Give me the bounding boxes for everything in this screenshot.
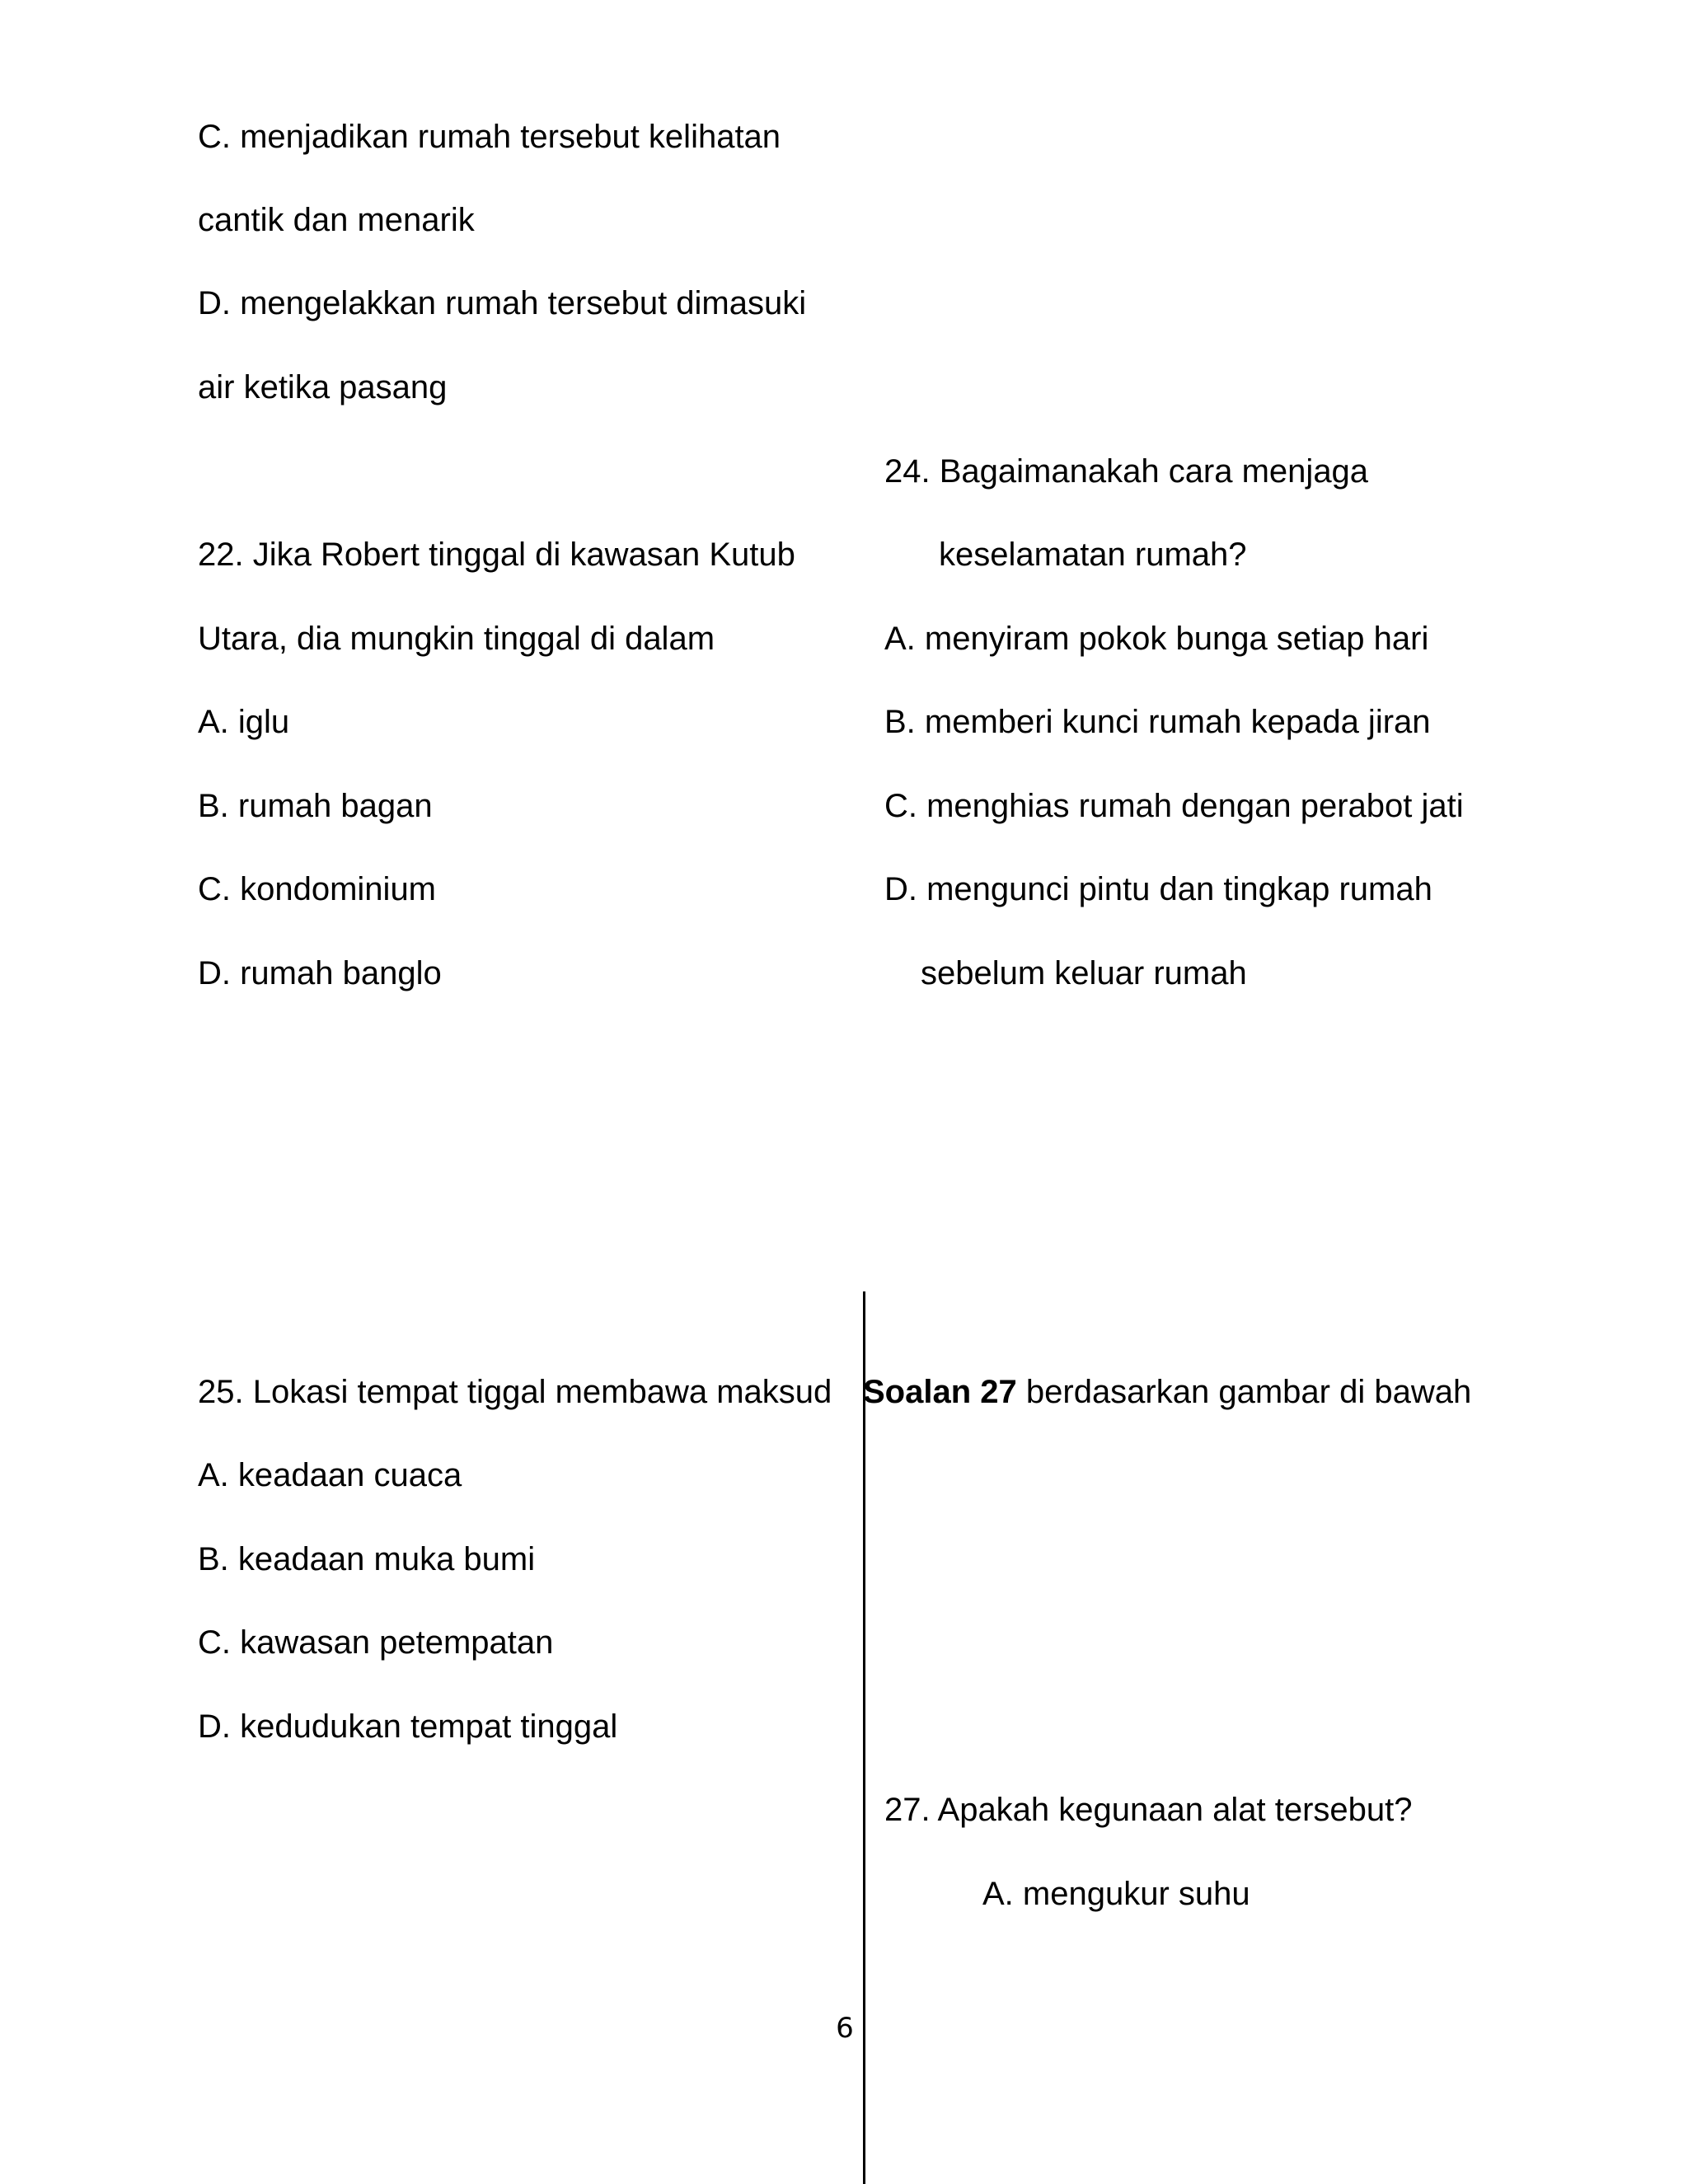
q21-option-c-line1: C. menjadikan rumah tersebut kelihatan: [198, 119, 781, 155]
q27-option-a: A. mengukur suhu: [982, 1876, 1250, 1912]
q24-option-d-line2: sebelum keluar rumah: [921, 955, 1247, 991]
q22-option-b: B. rumah bagan: [198, 788, 433, 824]
q21-option-d-line1: D. mengelakkan rumah tersebut dimasuki: [198, 285, 807, 321]
q22-option-d: D. rumah banglo: [198, 955, 442, 991]
column-divider: [863, 1291, 865, 2184]
q24-option-c: C. menghias rumah dengan perabot jati: [884, 788, 1464, 824]
q21-option-c-line2: cantik dan menarik: [198, 202, 475, 238]
q24-question-line1: 24. Bagaimanakah cara menjaga: [884, 453, 1369, 490]
q24-option-a: A. menyiram pokok bunga setiap hari: [884, 621, 1429, 657]
q21-option-d-line2: air ketika pasang: [198, 369, 448, 405]
q27-intro-bold: Soalan 27: [863, 1374, 1017, 1410]
q27-intro-rest: berdasarkan gambar di bawah: [1016, 1374, 1472, 1410]
page-number: 6: [836, 2012, 854, 2045]
q24-option-d-line1: D. mengunci pintu dan tingkap rumah: [884, 871, 1432, 907]
q24-option-b: B. memberi kunci rumah kepada jiran: [884, 704, 1431, 740]
q25-option-c: C. kawasan petempatan: [198, 1624, 554, 1661]
q22-question-line2: Utara, dia mungkin tinggal di dalam: [198, 621, 715, 657]
q22-question-line1: 22. Jika Robert tinggal di kawasan Kutub: [198, 537, 795, 573]
q24-question-line2: keselamatan rumah?: [939, 537, 1247, 573]
q22-option-c: C. kondominium: [198, 871, 437, 907]
q27-intro: [863, 1372, 1471, 1412]
q25-option-b: B. keadaan muka bumi: [198, 1541, 536, 1577]
q27-question: 27. Apakah kegunaan alat tersebut?: [884, 1792, 1413, 1828]
q22-option-a: A. iglu: [198, 704, 290, 740]
q25-option-a: A. keadaan cuaca: [198, 1457, 462, 1493]
q25-option-d: D. kedudukan tempat tinggal: [198, 1708, 618, 1745]
q25-question: 25. Lokasi tempat tiggal membawa maksud: [198, 1374, 832, 1410]
